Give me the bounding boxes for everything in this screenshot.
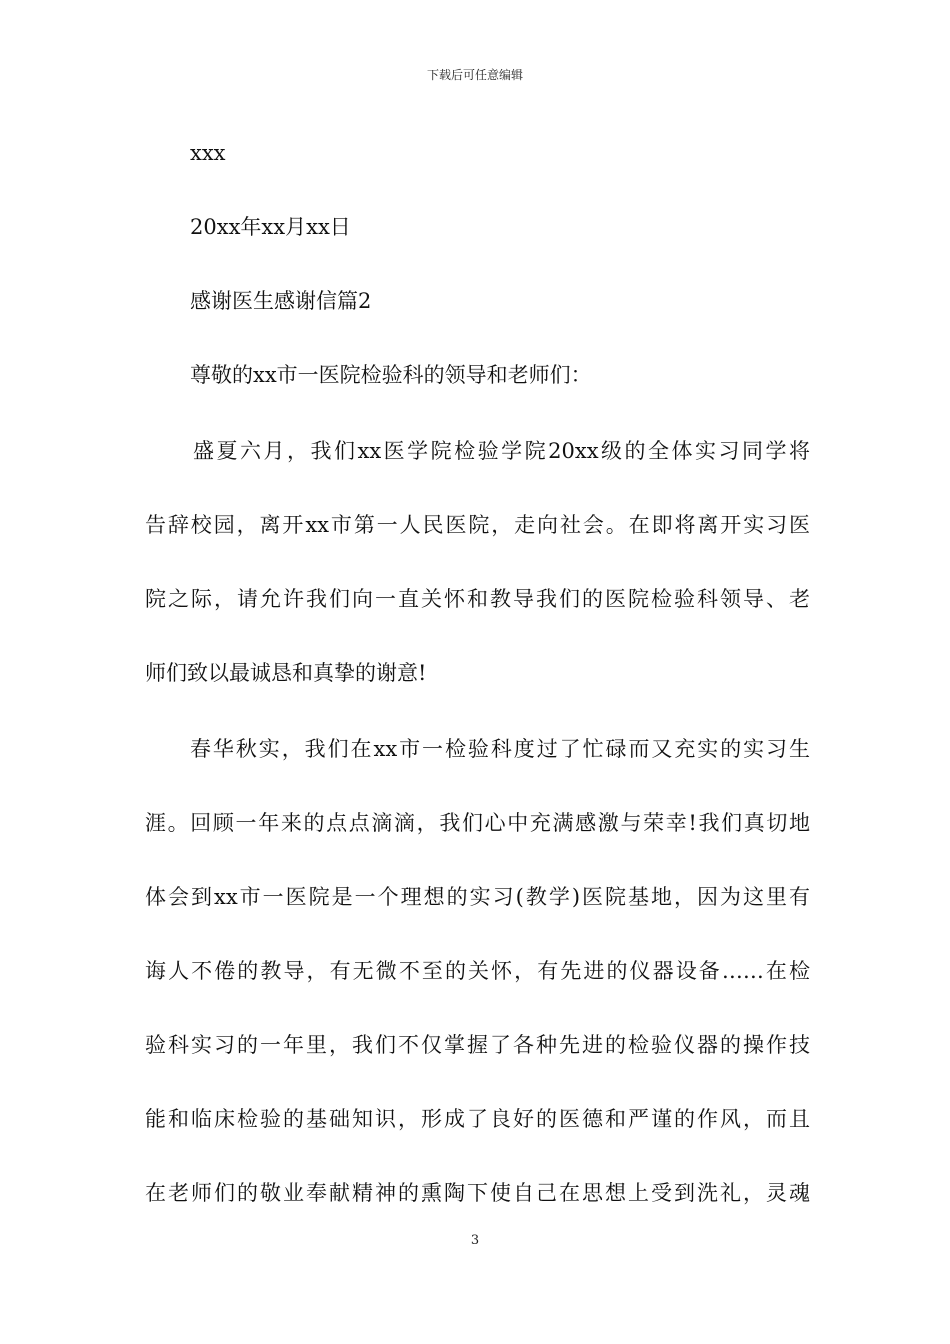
paragraph-2-line: 能和临床检验的基础知识，形成了良好的医德和严谨的作风，而且	[145, 1107, 810, 1131]
paragraph-2-line: 验科实习的一年里，我们不仅掌握了各种先进的检验仪器的操作技	[145, 1033, 810, 1057]
signature-name: xxx	[190, 141, 226, 165]
paragraph-2-line: 体会到xx市一医院是一个理想的实习(教学)医院基地，因为这里有	[145, 885, 810, 909]
paragraph-1-line: 师们致以最诚恳和真挚的谢意!	[145, 661, 427, 685]
section-title: 感谢医生感谢信篇2	[190, 289, 372, 313]
paragraph-1-line: 盛夏六月，我们xx医学院检验学院20xx级的全体实习同学将	[193, 439, 810, 463]
paragraph-1-line: 院之际，请允许我们向一直关怀和教导我们的医院检验科领导、老	[145, 587, 810, 611]
paragraph-1-line: 告辞校园，离开xx市第一人民医院，走向社会。在即将离开实习医	[145, 513, 810, 537]
paragraph-2-line: 春华秋实，我们在xx市一检验科度过了忙碌而又充实的实习生	[190, 737, 810, 761]
signature-date: 20xx年xx月xx日	[190, 215, 351, 239]
paragraph-2-line: 涯。回顾一年来的点点滴滴，我们心中充满感激与荣幸!我们真切地	[145, 811, 810, 835]
salutation: 尊敬的xx市一医院检验科的领导和老师们：	[190, 363, 592, 387]
page-header: 下载后可任意编辑	[426, 68, 523, 82]
paragraph-2-line: 诲人不倦的教导，有无微不至的关怀，有先进的仪器设备……在检	[145, 959, 810, 983]
paragraph-2-line: 在老师们的敬业奉献精神的熏陶下使自己在思想上受到洗礼，灵魂	[145, 1181, 810, 1205]
page-number: 3	[470, 1233, 480, 1248]
